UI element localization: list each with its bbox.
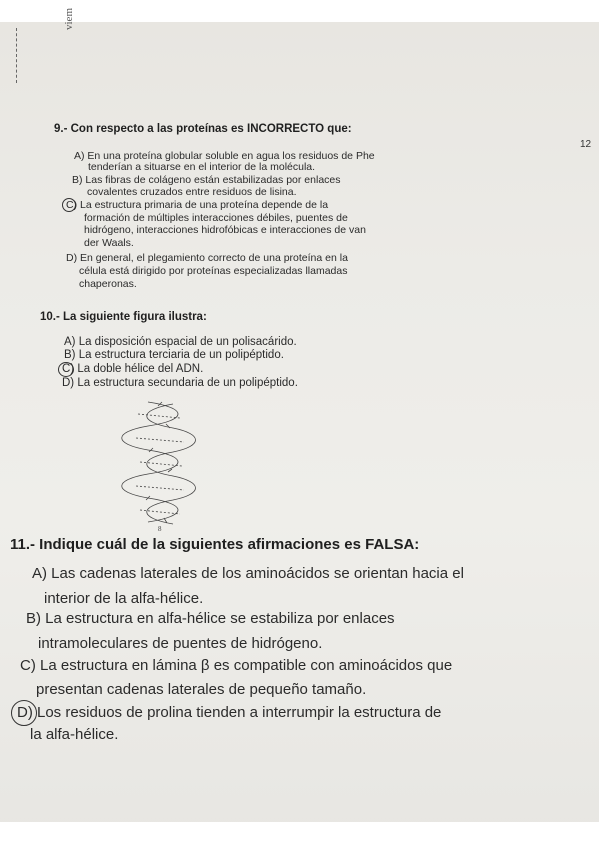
q9-option-c-line2: formación de múltiples interacciones débiles, puentes de [84, 212, 348, 224]
vertical-margin-text: viem [63, 8, 75, 30]
q9-option-c-line1: C) La estructura primaria de una proteína depende de la [66, 199, 329, 211]
q11-option-c-line2: presentan cadenas laterales de pequeño tamaño. [36, 681, 367, 698]
q10-option-c: C) La doble hélice del ADN. [62, 363, 204, 375]
alpha-helix-figure [118, 398, 208, 533]
page-margin [0, 822, 599, 848]
q9-option-b-line1: B) Las fibras de colágeno están estabilizadas por enlaces [72, 174, 341, 186]
fold-line [16, 28, 17, 83]
q11-option-d-line2: la alfa-hélice. [30, 726, 119, 743]
q9-option-b-line2: covalentes cruzados entre residuos de lisina. [87, 186, 297, 198]
q11-option-c-line1: C) La estructura en lámina β es compatible con aminoácidos que [20, 657, 453, 674]
q9-option-d-line2: célula está dirigido por proteínas especializadas llamadas [79, 265, 348, 277]
q9-option-d-line3: chaperonas. [79, 278, 137, 290]
q9-option-a-line1: A) En una proteína globular soluble en agua los residuos de Phe [74, 150, 375, 162]
q11-option-b-line1: B) La estructura en alfa-hélice se estabiliza por enlaces [26, 610, 395, 627]
exam-sheet [0, 22, 599, 848]
q10-title: 10.- La siguiente figura ilustra: [40, 311, 207, 323]
q9-option-a-line2: tenderían a situarse en el interior de la molécula. [88, 161, 316, 173]
q10-option-d: D) La estructura secundaria de un polipéptido. [62, 377, 298, 389]
q10-option-b: B) La estructura terciaria de un polipéptido. [64, 349, 284, 361]
q11-title: 11.- Indique cuál de la siguientes afirmaciones es FALSA: [10, 536, 420, 553]
page-number: 12 [580, 139, 592, 150]
q9-option-c-line4: der Waals. [84, 237, 134, 249]
q11-option-d-line1: D) Los residuos de prolina tienden a interrumpir la estructura de [17, 704, 442, 721]
q11-option-a-line2: interior de la alfa-hélice. [44, 590, 204, 607]
q9-option-c-line3: hidrógeno, interacciones hidrofóbicas e interacciones de van [84, 224, 366, 236]
svg-text:8: 8 [158, 525, 162, 533]
q9-title: 9.- Con respecto a las proteínas es INCORRECTO que: [54, 123, 352, 135]
q11-option-a-line1: A) Las cadenas laterales de los aminoácidos se orientan hacia el [32, 565, 464, 582]
q11-option-b-line2: intramoleculares de puentes de hidrógeno. [38, 635, 323, 652]
q9-option-d-line1: D) En general, el plegamiento correcto de una proteína en la [66, 252, 348, 264]
q10-option-a: A) La disposición espacial de un polisacárido. [64, 336, 297, 348]
